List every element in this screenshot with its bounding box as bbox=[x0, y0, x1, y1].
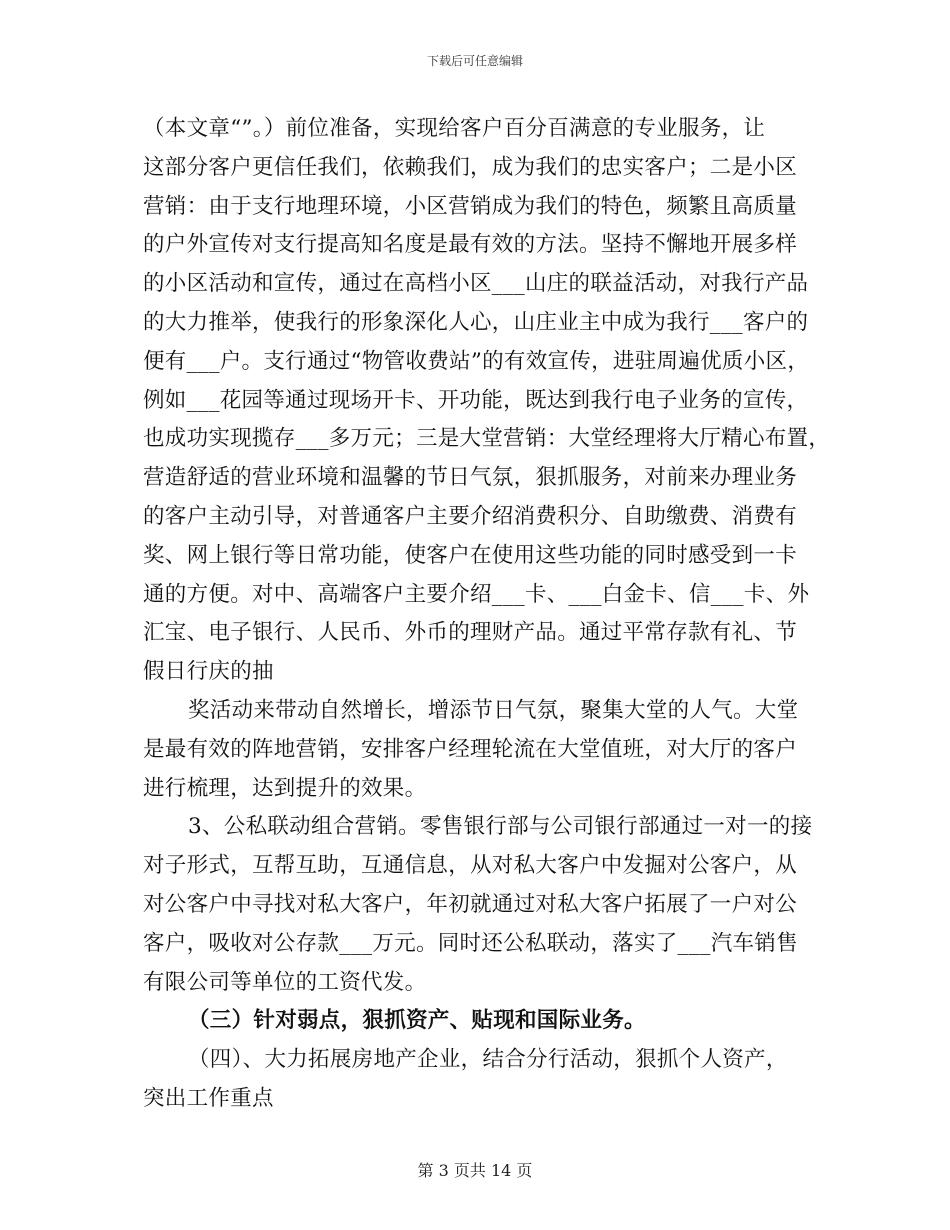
text-line: 便有___户。支行通过“物管收费站”的有效宣传，进驻周遍优质小区， bbox=[143, 348, 810, 374]
text-line: 对公客户中寻找对私大客户，年初就通过对私大客户拓展了一户对公 bbox=[143, 891, 798, 917]
text-line: 汇宝、电子银行、人民币、外币的理财产品。通过平常存款有礼、节 bbox=[143, 620, 798, 646]
text-line: 奖活动来带动自然增长，增添节日气氛，聚集大堂的人气。大堂 bbox=[188, 697, 799, 723]
text-line: 对子形式，互帮互助，互通信息，从对私大客户中发掘对公客户，从 bbox=[143, 853, 798, 879]
text-line: 客户，吸收对公存款___万元。同时还公私联动，落实了___汽车销售 bbox=[143, 930, 798, 956]
paragraph-2 bbox=[143, 692, 823, 808]
page-header: 下载后可任意编辑 bbox=[426, 54, 523, 68]
text-line: 营销：由于支行地理环境，小区营销成为我们的特色，频繁且高质量 bbox=[143, 193, 798, 219]
text-line: 这部分客户更信任我们，依赖我们，成为我们的忠实客户；二是小区 bbox=[143, 154, 798, 180]
text-line: 通的方便。对中、高端客户主要介绍___卡、___白金卡、信___卡、外 bbox=[143, 581, 810, 607]
text-line: 的小区活动和宣传，通过在高档小区___山庄的联益活动，对我行产品 bbox=[143, 271, 809, 297]
text-line: 是最有效的阵地营销，安排客户经理轮流在大堂值班，对大厅的客户 bbox=[143, 736, 798, 762]
text-line: 的大力推举，使我行的形象深化人心，山庄业主中成为我行___客户的 bbox=[143, 309, 809, 335]
text-line: 营造舒适的营业环境和温馨的节日气氛，狠抓服务，对前来办理业务 bbox=[143, 465, 798, 491]
text-line: 奖、网上银行等日常功能，使客户在使用这些功能的同时感受到一卡 bbox=[143, 542, 798, 568]
text-line: 的客户主动引导，对普通客户主要介绍消费积分、自助缴费、消费有 bbox=[143, 503, 798, 529]
page-footer: 第 3 页共 14 页 bbox=[417, 1161, 533, 1180]
text-line: 突出工作重点 bbox=[143, 1085, 274, 1111]
paragraph-5 bbox=[143, 1041, 823, 1119]
text-line: 例如___花园等通过现场开卡、开功能，既达到我行电子业务的宣传， bbox=[143, 387, 809, 413]
document-body bbox=[143, 110, 831, 1119]
text-line: 进行梳理，达到提升的效果。 bbox=[143, 775, 427, 801]
paragraph-3 bbox=[143, 808, 823, 1002]
text-line: 的户外宣传对支行提高知名度是最有效的方法。坚持不懈地开展多样 bbox=[143, 232, 798, 258]
text-line: （本文章“”。）前位准备，实现给客户百分百满意的专业服务，让 bbox=[143, 116, 766, 141]
paragraph-1 bbox=[143, 110, 831, 692]
text-line: 有限公司等单位的工资代发。 bbox=[143, 969, 427, 995]
text-line: 假日行庆的抽 bbox=[143, 659, 274, 685]
text-line: （四）、大力拓展房地产企业，结合分行活动，狠抓个人资产， bbox=[188, 1047, 788, 1073]
heading-line: （三）针对弱点，狠抓资产、贴现和国际业务。 bbox=[188, 1008, 646, 1034]
text-line: 3、公私联动组合营销。零售银行部与公司银行部通过一对一的接 bbox=[188, 814, 813, 840]
section-heading bbox=[143, 1002, 823, 1041]
text-line: 也成功实现揽存___多万元；三是大堂营销：大堂经理将大厅精心布置， bbox=[143, 426, 831, 452]
